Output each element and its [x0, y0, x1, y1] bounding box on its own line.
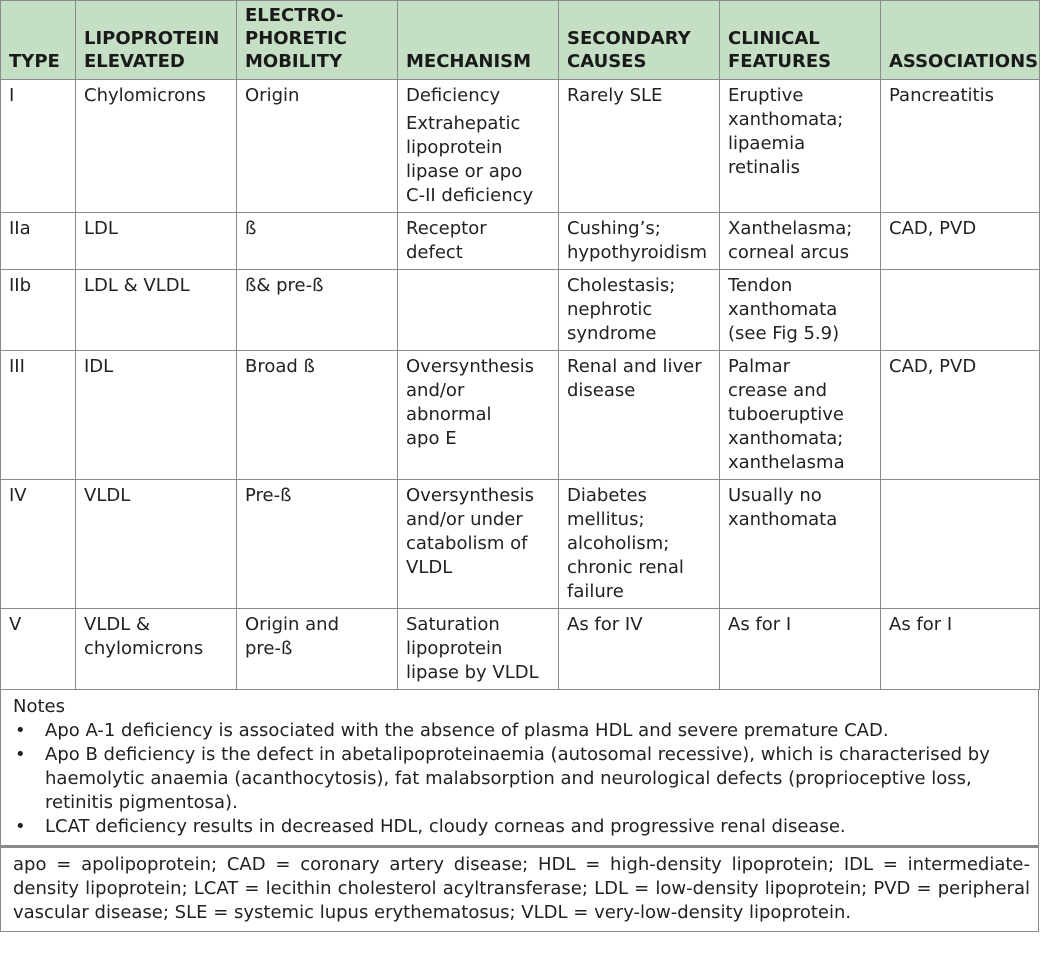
cell-mechanism: [398, 80, 559, 213]
cell-line: CAD, PVD: [889, 356, 977, 377]
table-body: [1, 80, 1040, 690]
cell-line: xanthomata: [728, 299, 838, 320]
cell-line: CAD, PVD: [889, 218, 977, 239]
cell-line: VLDL &: [84, 614, 150, 635]
cell-secondary: [559, 351, 720, 480]
notes-title: Notes: [13, 696, 65, 717]
notes-section: [0, 690, 1039, 846]
cell-line: lipoprotein: [406, 137, 503, 158]
cell-line: ß: [245, 218, 257, 239]
cell-mobility: [237, 609, 398, 690]
table-row: [1, 270, 1040, 351]
cell-line: lipoprotein: [406, 638, 503, 659]
table-row: [1, 609, 1040, 690]
table-header-row: [1, 1, 1040, 80]
cell-line: xanthomata;: [728, 428, 844, 449]
cell-associations: [881, 80, 1040, 213]
cell-mobility: [237, 213, 398, 270]
cell-secondary: [559, 213, 720, 270]
header-lipoprotein-elevated: LIPOPROTEIN ELEVATED: [76, 1, 237, 80]
cell-line: Xanthelasma;: [728, 218, 853, 239]
cell-line: ß& pre-ß: [245, 275, 324, 296]
cell-line: crease and: [728, 380, 828, 401]
cell-line: lipase by VLDL: [406, 662, 539, 683]
cell-line: C-II deficiency: [406, 185, 534, 206]
cell-line: Deficiency: [406, 85, 501, 106]
cell-type: IV: [1, 480, 76, 609]
cell-lipoprotein: [76, 351, 237, 480]
cell-mobility: [237, 80, 398, 213]
cell-line: Eruptive: [728, 85, 804, 106]
cell-line: Receptor: [406, 218, 487, 239]
cell-line: VLDL: [406, 557, 453, 578]
cell-lipoprotein: [76, 213, 237, 270]
cell-line: xanthelasma: [728, 452, 845, 473]
cell-associations: [881, 351, 1040, 480]
cell-clinical: [720, 609, 881, 690]
cell-line: catabolism of: [406, 533, 528, 554]
cell-associations: [881, 213, 1040, 270]
cell-line: Pre-ß: [245, 485, 292, 506]
cell-line: defect: [406, 242, 463, 263]
cell-line: abnormal: [406, 404, 492, 425]
cell-line: hypothyroidism: [567, 242, 707, 263]
cell-line: As for I: [728, 614, 792, 635]
cell-line: Cushing’s;: [567, 218, 661, 239]
cell-secondary: [559, 609, 720, 690]
cell-line: retinalis: [728, 157, 800, 178]
cell-line: Pancreatitis: [889, 85, 994, 106]
cell-line: Origin and: [245, 614, 339, 635]
cell-line: corneal arcus: [728, 242, 849, 263]
cell-line: Cholestasis;: [567, 275, 676, 296]
cell-line: nephrotic: [567, 299, 653, 320]
cell-line: Usually no: [728, 485, 822, 506]
cell-line: tuboeruptive: [728, 404, 844, 425]
cell-line: apo E: [406, 428, 457, 449]
header-electrophoretic-mobility: ELECTRO- PHORETIC MOBILITY: [237, 1, 398, 80]
cell-line: Broad ß: [245, 356, 315, 377]
header-associations: ASSOCIATIONS: [881, 1, 1040, 80]
cell-line: xanthomata: [728, 509, 838, 530]
header-clinical-features: CLINICAL FEATURES: [720, 1, 881, 80]
cell-line: Oversynthesis: [406, 485, 535, 506]
cell-mechanism: [398, 270, 559, 351]
cell-mobility: [237, 351, 398, 480]
cell-line: Palmar: [728, 356, 791, 377]
cell-line: mellitus;: [567, 509, 645, 530]
header-mechanism: MECHANISM: [398, 1, 559, 80]
cell-line: LDL: [84, 218, 118, 239]
cell-line: As for IV: [567, 614, 643, 635]
cell-line: LDL & VLDL: [84, 275, 190, 296]
header-secondary-causes: SECONDARY CAUSES: [559, 1, 720, 80]
cell-clinical: [720, 270, 881, 351]
cell-secondary: [559, 480, 720, 609]
cell-line: As for I: [889, 614, 953, 635]
cell-line: failure: [567, 581, 624, 602]
cell-line: VLDL: [84, 485, 131, 506]
cell-clinical: [720, 80, 881, 213]
cell-line: (see Fig 5.9): [728, 323, 840, 344]
cell-line: alcoholism;: [567, 533, 670, 554]
cell-clinical: [720, 351, 881, 480]
note-text: LCAT deficiency results in decreased HDL, cloudy corneas and progressive renal disease.: [45, 816, 846, 837]
cell-line: Renal and liver: [567, 356, 702, 377]
cell-line: lipase or apo: [406, 161, 523, 182]
cell-secondary: [559, 270, 720, 351]
cell-type: IIa: [1, 213, 76, 270]
cell-clinical: [720, 213, 881, 270]
cell-line: chronic renal: [567, 557, 684, 578]
note-text: Apo A-1 deficiency is associated with the absence of plasma HDL and severe premature CAD.: [45, 720, 889, 741]
note-item: [13, 815, 1030, 839]
cell-clinical: [720, 480, 881, 609]
cell-line: pre-ß: [245, 638, 293, 659]
cell-line: and/or under: [406, 509, 523, 530]
cell-type: V: [1, 609, 76, 690]
cell-associations: [881, 480, 1040, 609]
cell-associations: [881, 609, 1040, 690]
cell-lipoprotein: [76, 609, 237, 690]
bullet-icon: •: [15, 744, 26, 765]
table-row: [1, 213, 1040, 270]
cell-line: IDL: [84, 356, 114, 377]
cell-line: chylomicrons: [84, 638, 204, 659]
bullet-icon: •: [15, 816, 26, 837]
cell-line: Chylomicrons: [84, 85, 206, 106]
cell-line: Origin: [245, 85, 300, 106]
cell-line: lipaemia: [728, 133, 806, 154]
cell-mobility: [237, 270, 398, 351]
cell-line: disease: [567, 380, 636, 401]
cell-mobility: [237, 480, 398, 609]
abbreviations-footnote: apo = apolipoprotein; CAD = coronary artery disease; HDL = high-density lipoprotein; IDL = intermediate-density lipoprotein; LCAT = lecithin cholesterol acyltransferase; LDL = low-density lipoprotein; PVD = peripheral vascular disease; SLE = systemic lupus erythematosus; VLDL = very-low-density lipoprotein.: [0, 846, 1039, 932]
cell-lipoprotein: [76, 480, 237, 609]
header-type: TYPE: [1, 1, 76, 80]
cell-type: IIb: [1, 270, 76, 351]
bullet-icon: •: [15, 720, 26, 741]
table-row: [1, 80, 1040, 213]
cell-line: and/or: [406, 380, 465, 401]
cell-line: Oversynthesis: [406, 356, 535, 377]
cell-mechanism: [398, 213, 559, 270]
cell-line: Tendon: [728, 275, 793, 296]
cell-line: xanthomata;: [728, 109, 844, 130]
cell-type: I: [1, 80, 76, 213]
notes-list: [13, 719, 1030, 839]
cell-type: III: [1, 351, 76, 480]
cell-mechanism: [398, 609, 559, 690]
cell-line: Diabetes: [567, 485, 647, 506]
cell-secondary: [559, 80, 720, 213]
cell-lipoprotein: [76, 80, 237, 213]
cell-line: Extrahepatic: [406, 113, 521, 134]
cell-lipoprotein: [76, 270, 237, 351]
cell-mechanism: [398, 480, 559, 609]
cell-line: Saturation: [406, 614, 500, 635]
cell-line: syndrome: [567, 323, 657, 344]
note-text: Apo B deficiency is the defect in abetalipoproteinaemia (autosomal recessive), which is characterised by haemolytic anaemia (acanthocytosis), fat malabsorption and neurological defects (proprioceptive loss, retinitis pigmentosa).: [45, 744, 990, 813]
cell-associations: [881, 270, 1040, 351]
cell-mechanism: [398, 351, 559, 480]
note-item: [13, 719, 1030, 743]
note-item: [13, 743, 1030, 815]
table-row: [1, 351, 1040, 480]
table-row: [1, 480, 1040, 609]
cell-line: Rarely SLE: [567, 85, 663, 106]
